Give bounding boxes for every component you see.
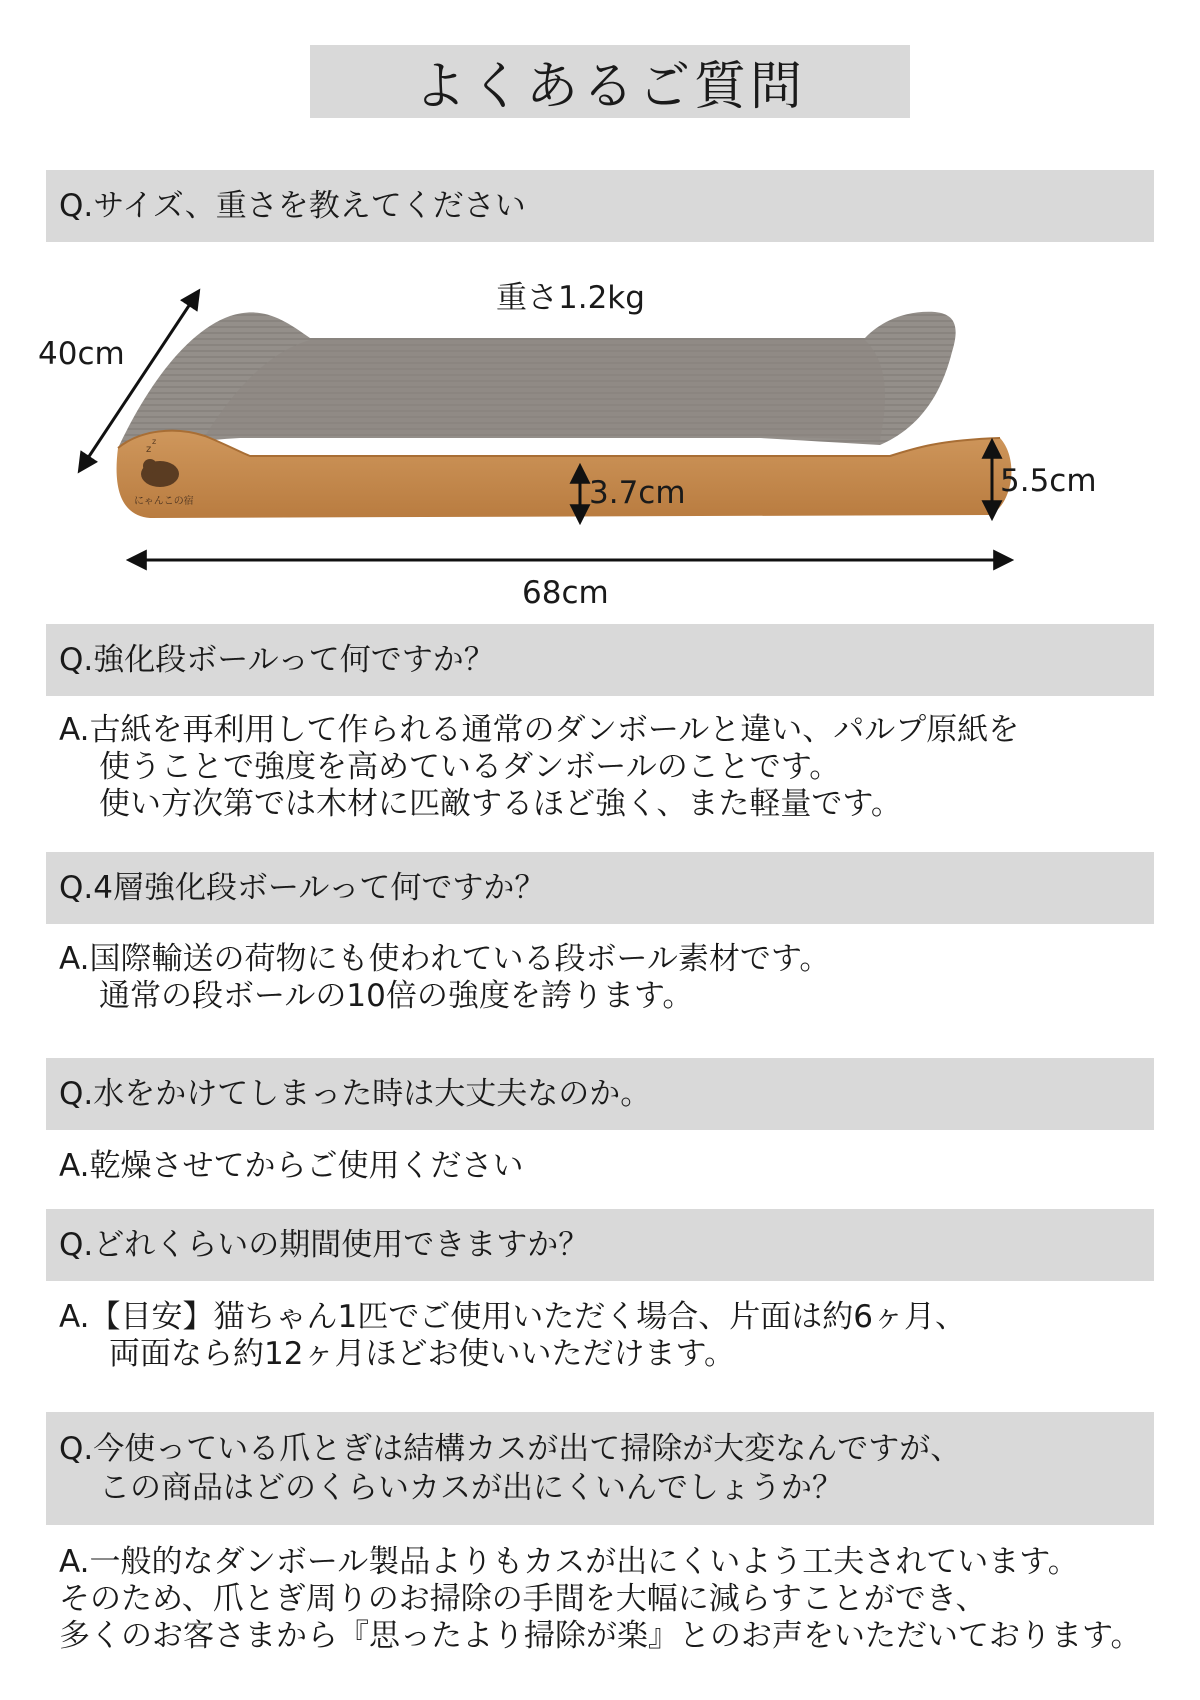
question-water xyxy=(46,1058,1154,1130)
center-height-label: 3.7cm xyxy=(589,475,686,511)
svg-text:z: z xyxy=(146,444,152,455)
depth-label: 40cm xyxy=(38,336,125,372)
width-label: 68cm xyxy=(522,575,609,611)
page-title: よくあるご質問 xyxy=(310,45,910,118)
question-text: Q.水をかけてしまった時は大丈夫なのか。 xyxy=(59,1075,652,1112)
end-height-label: 5.5cm xyxy=(1000,463,1097,499)
answer-debris xyxy=(59,1544,1142,1655)
answer-line: そのため、爪とぎ周りのお掃除の手間を大幅に減らすことができ、 xyxy=(59,1581,987,1617)
question-text: Q.今使っている爪とぎは結構カスが出て掃除が大変なんですが、 xyxy=(59,1430,962,1467)
answer-water xyxy=(59,1148,524,1185)
answer-lifespan xyxy=(59,1299,966,1373)
question-text: この商品はどのくらいカスが出にくいんでしょうか？ xyxy=(99,1469,843,1506)
answer-line: A.古紙を再利用して作られる通常のダンボールと違い、パルプ原紙を xyxy=(59,712,1020,748)
answer-reinforced-cardboard xyxy=(59,712,1019,823)
question-text: Q.4層強化段ボールって何ですか？ xyxy=(59,869,546,906)
svg-text:z: z xyxy=(152,437,157,446)
answer-line: A.乾燥させてからご使用ください xyxy=(59,1148,524,1184)
question-text: Q.どれくらいの期間使用できますか？ xyxy=(59,1226,590,1263)
answer-line: A.国際輸送の荷物にも使われている段ボール素材です。 xyxy=(59,941,831,977)
question-text: Q.サイズ、重さを教えてください xyxy=(59,187,526,224)
answer-line: 使い方次第では木材に匹敵するほど強く、また軽量です。 xyxy=(99,786,902,822)
answer-line: 多くのお客さまから『思ったより掃除が楽』とのお声をいただいております。 xyxy=(59,1618,1142,1654)
question-reinforced-cardboard xyxy=(46,624,1154,696)
question-text: Q.強化段ボールって何ですか？ xyxy=(59,641,495,678)
answer-line: A.一般的なダンボール製品よりもカスが出にくいよう工夫されています。 xyxy=(59,1544,1079,1580)
scratcher-top-surface xyxy=(118,312,956,448)
answer-line: 両面なら約12ヶ月ほどお使いいただけます。 xyxy=(109,1336,735,1372)
answer-line: A.【目安】猫ちゃん1匹でご使用いただく場合、片面は約6ヶ月、 xyxy=(59,1299,966,1335)
question-debris xyxy=(46,1412,1154,1525)
brand-logo-text: にゃんこの宿 xyxy=(134,496,194,507)
weight-label: 重さ1.2kg xyxy=(496,280,645,316)
question-4-layer-cardboard xyxy=(46,852,1154,924)
product-diagram xyxy=(0,0,1200,640)
question-lifespan xyxy=(46,1209,1154,1281)
answer-line: 使うことで強度を高めているダンボールのことです。 xyxy=(99,749,841,785)
answer-line: 通常の段ボールの10倍の強度を誇ります。 xyxy=(99,978,694,1014)
answer-4-layer-cardboard xyxy=(59,941,830,1015)
